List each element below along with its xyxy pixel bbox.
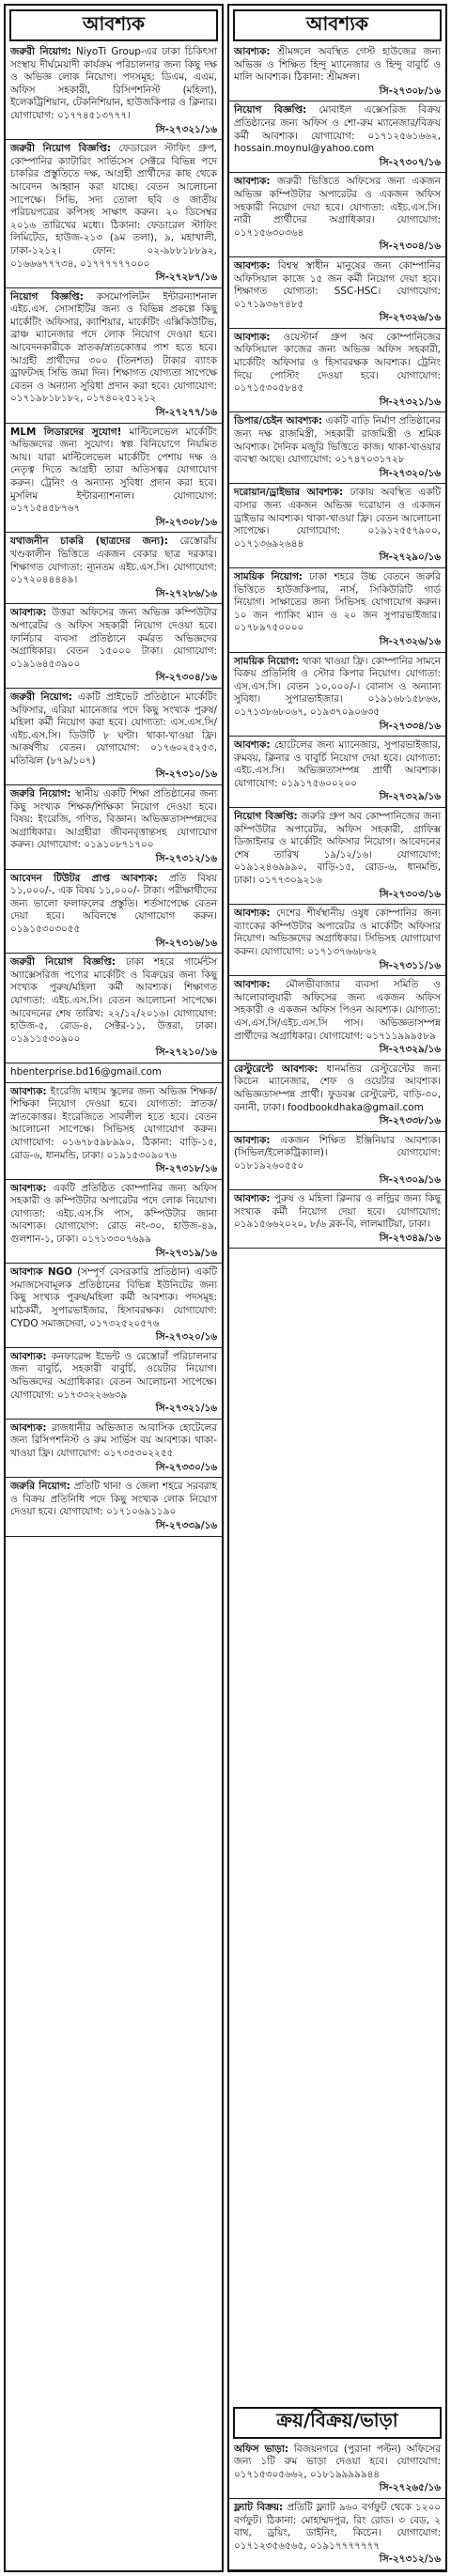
ad-ref: সি-২৭৩২৬/১৬ (379, 635, 441, 647)
ad-body: প্রতিটি ফ্ল্যাট ৯৬০ বর্গফুট থেকে ১২০০ বর্গফুট। ঠিকানা: মোহাম্মদপুর, রিং রোড। ৩ বেড, ২ বাথ, ড্রয়িং, ডাইনিং, কিচেন। যোগাযোগ: ০১৭১২৩৫৬৫৬৫, ০১৯১৭৭৭৭৭৭৭ (234, 2502, 441, 2552)
classified-ad (229, 2499, 445, 2570)
ad-ref: সি-২৭৩২০/১৬ (379, 467, 441, 479)
classified-ad (229, 976, 445, 1061)
classified-ad (229, 101, 445, 173)
ad-lead: আবশ্যক: (10, 1085, 47, 1097)
ad-lead: জরুরি নিয়োগ: (10, 788, 71, 800)
ad-ref: সি-২৭৩১৯/১৬ (155, 1247, 217, 1259)
ad-ref: সি-২৭৩৩৮/১৬ (379, 1115, 441, 1127)
ad-body: বিশ্বস্থ স্বাধীন মানুষের জন্য কোম্পানির অফিসিয়াল কাজে ১৫ জন কর্মী নিয়োগ দেয়া হবে। শিক্ষাগত যোগ্যতা: SSC-HSC। যোগাযোগ: ০১৭১৯৩৬৭৪৮৫ (234, 259, 441, 310)
ad-ref: সি-২৭৩০৮/১৬ (379, 85, 441, 97)
ad-ref: সি-২৭৩২১/১৬ (379, 396, 441, 408)
classified-ad (6, 424, 222, 534)
ad-body: ঢাকা শহরে গার্মেন্টস অ্যাক্সেসরিজ পণ্যের মার্কেটিং ও বিক্রয়ের জন্য কিছু সংখ্যক পুরুষ/মহিলা কর্মী আবশ্যক। শিক্ষাগত যোগ্যতা: এইচ.এস.সি। বেতন আলোচনা সাপেক্ষে। আবেদনের শেষ তারিখ: ২২/১২/২০১৬। যোগাযোগ: হাউজ-৫, রোড-৪, সেক্টর-১১, উত্তরা, ঢাকা। ০১৯১১৫৩০৯০০ (10, 956, 217, 1045)
classified-ad (6, 1420, 222, 1478)
sale-ad-list (229, 2441, 445, 2570)
classified-ad (229, 1190, 445, 1249)
classified-ad (229, 412, 445, 484)
ad-body: ধানমন্ডির রেস্টুরেন্টের জন্য কিচেন ম্যানেজার, শেফ ও ওয়েটার আবশ্যক। অভিজ্ঞতাসম্পন্ন প্রার্থী। ফুডবক্স রেস্টুরেন্ট, বাড়ি-৩০, বনানী, ঢাকা। foodbookdhaka@gmail.com (234, 1063, 442, 1113)
classified-ad (229, 1132, 445, 1190)
ad-ref: সি-২৭৩৩৪/১৬ (379, 720, 441, 732)
classified-ad (6, 1264, 222, 1348)
ad-lead: আবশ্যক: (234, 908, 271, 920)
ad-body: পুরুষ ও মহিলা ক্লিনার ও লন্ড্রির জন্য কিছু সংখ্যক কর্মী নিয়োগ দেয়া হবে। যোগাযোগ: ০১৯১৫৬৬২০২০, ৮/৬ ব্লক-বি, লালমাটিয়া, ঢাকা। (234, 1193, 441, 1231)
classified-ad (6, 689, 222, 785)
ad-lead: রেস্টুরেন্টে আবশ্যক: (234, 1063, 319, 1075)
ad-body: NiyoTi Group-এর ঢাকা চিকিৎসা সংস্থায় দীর্ঘমেয়াদী কার্যক্রম পরিচালনার জন্য কিছু দক্ষ ও অভিজ্ঞ লোক নিয়োগ। পদসমূহ: ডিএম, এএম, অফিস সহকারী, রিসিপশনিস্ট (মহিলা), ইলেকট্রিশিয়ান, টেকনিশিয়ান, হাউজকিপার ও ক্লিনার। যোগাযোগ: ০১৭৭৪৫১৩৭৭৭। (10, 46, 217, 121)
ad-ref: সি-২৭২৯০/১৬ (379, 551, 441, 564)
ad-lead: নিয়োগ বিজ্ঞপ্তি: (234, 811, 298, 823)
ad-lead: আবশ্যক: (234, 176, 271, 188)
ad-ref: সি-২৭৩১১/১৬ (379, 959, 441, 971)
left-ad-list (6, 43, 222, 2570)
ad-lead: আবশ্যক: (10, 1350, 47, 1362)
ad-lead: দরোয়ান/ড্রাইভার আবশ্যক: (234, 487, 344, 499)
classified-ad (229, 808, 445, 905)
ad-body: জরুরী ভিত্তিতে অফিসের জন্য একজন অভিজ্ঞ কম্পিউটার অপারেটর ও একজন অফিস সহকারী নিয়োগ দেয়া হবে। যোগ্যতা: এইচ.এস.সি। নারী প্রার্থীদের অগ্রাধিকার। যোগাযোগ: ০১৭১৫৬৩০৩৬৪ (234, 176, 441, 239)
ad-ref: সি-২৭৩১৬/১৬ (155, 937, 217, 949)
ad-ref: সি-২৭৩২৯/১৬ (379, 791, 441, 803)
ad-lead: জরুরী নিয়োগ: (10, 46, 71, 57)
classified-ad (6, 954, 222, 1063)
ad-body: দেশের শীর্ষস্থানীয় ওষুধ কোম্পানির জন্য ব্যাংকের কম্পিউটার অপারেটর ও মার্কেটিং অফিসার নিয়োগ। অভিজ্ঞদের অগ্রাধিকার। সিভিসহ যোগাযোগ করুন। যোগাযোগ: ০১৭১৩৭৬৬৮৬২ (234, 908, 441, 957)
ad-lead: নিয়োগ বিজ্ঞপ্তি: (234, 104, 307, 116)
ad-body: জরুরি গ্রুপ অব কোম্পানিজের জন্য কম্পিউটার অপারেটর, অফিস সহকারী, গ্রাফিক্স ডিজাইনার ও মার্কেটিং অফিসার নিয়োগ। আবেদনের শেষ তারিখ ১৯/১২/১৬। যোগাযোগ: ০১৯১২৪৬৯৯৯০, বাড়ি-১৫, রোড-৬, ধানমন্ডি, ঢাকা। ০১৭৭৩০৯২১৬ (234, 811, 441, 887)
ad-body: থাকা খাওয়া ফ্রি। কোম্পানির সামনে বিক্রয় প্রতিনিধি ও স্টোর কিপার নিয়োগ। যোগ্যতা: এস.এস.সি। বেতন ১০,০০০/-। বোনাস ও অন্যান্য সুবিধা। সুপারভাইজার। ০১৯১৬৮১৫৮৬৬, ০১৭১৩৮৬৮০৬৭, ০১৯৩৭০৯০৬৩৫ (234, 655, 441, 718)
classified-ad (6, 870, 222, 954)
classified-ad (229, 173, 445, 257)
ad-lead: ফ্ল্যাট বিক্রয়: (234, 2502, 284, 2514)
ad-lead: আবেদন টিউটর প্রাপ্ত আবশ্যক: (10, 872, 158, 884)
ad-lead: ডিপার/চেইন আবশ্যক: (234, 415, 323, 427)
ad-lead: সাময়িক নিয়োগ: (234, 655, 300, 667)
ad-body: কনফারেন্স ইভেন্ট ও রেস্তোরাঁ পরিচালনার জন্য বাবুর্চি, সহকারী বাবুর্চি, ওয়েটার নিয়োগ। অভিজ্ঞদের অগ্রাধিকার। বেতন আলোচনা সাপেক্ষে। যোগাযোগ: ০১৭৩৩২২৬৬৩৯ (10, 1350, 217, 1401)
ad-body: প্রতি বিষয় ১১,০০০/-, এক বিষয় ১১,০০০/- টাকা। পরীক্ষার্থীদের জন্য ভালো ফলাফলের প্রস্তুতি। শর্তসাপেক্ষে বেতন দেয়া হবে। অবিলম্বে যোগাযোগ করুন। ০১৯১৫৩০৩০৫৫ (10, 872, 217, 935)
classified-ad (229, 737, 445, 808)
ad-body: একটি প্রাইভেট প্রতিষ্ঠানে মার্কেটিং অফিসার, এরিয়া ম্যানেজার পদে কিছু সংখ্যক পুরুষ/মহিলা কর্মী নিয়োগ করা হবে। যোগ্যতা: এস.এস.সি/এইচ.এস.সি। ডিউটি ৮ ঘণ্টা। থাকা-খাওয়া ফ্রি। আকর্ষণীয় বেতন। যোগাযোগ: ০১৭৬০২৫২৫৩, মতিঝিল (৮৭৯/১০৭) (10, 691, 217, 767)
ad-ref: সি-২৭৩২০/১৬ (155, 1331, 217, 1343)
classified-ad (6, 533, 222, 604)
ad-lead: অফিস ভাড়া: (234, 2443, 288, 2455)
classified-ad (229, 257, 445, 329)
section-header-left: আবশ্যক (9, 9, 218, 41)
ad-lead: আবশ্যক: (10, 1421, 47, 1434)
ad-ref: সি-২৭৩০৯/১৬ (379, 1173, 441, 1186)
classified-ad (229, 43, 445, 101)
classified-ad (6, 1083, 222, 1180)
ad-lead: আবশ্যক: (234, 979, 271, 991)
ad-body: ওয়েস্টার্ন গ্রুপ অব কোম্পানিজের অফিসিয়াল কাজের জন্য অভিজ্ঞ অফিস সহকারী, মার্কেটিং অফিসার ও হিসাবরক্ষক আবশ্যক। ট্রেনিং দিয়ে পোস্টিং দেওয়া হবে। যোগাযোগ: ০১৭১৫৩০৫৮৪৫ (234, 331, 441, 395)
classified-page (4, 4, 447, 2572)
ad-lead: নিয়োগ বিজ্ঞপ্তি: (10, 290, 84, 303)
ad-ref: সি-২৭৩২১/১৬ (155, 1403, 217, 1415)
ad-lead: জরুরি নিয়োগ: (10, 1481, 70, 1493)
classified-ad (229, 1061, 445, 1132)
ad-body: (সম্পূর্ণ বেসরকারি প্রতিষ্ঠান) একটি সমাজসেবামূলক প্রতিষ্ঠানের বিভিন্ন ইউনিটের জন্য কিছু সংখ্যক পুরুষ/মহিলা কর্মী আবশ্যক। পদসমূহ: মাঠকর্মী, সুপারভাইজার, হিসাবরক্ষক। যোগাযোগ: CYDO সমাজসেবা, ০১৭৩২৫২০৫৭৬ (10, 1266, 217, 1329)
ad-ref: সি-২৭২৭৭/১৬ (155, 407, 217, 419)
ad-lead: আবশ্যক: (234, 739, 271, 752)
ad-ref: সি-২৭২৬৫/১৬ (379, 2482, 441, 2494)
ad-ref: সি-২৭৩০৪/১৬ (155, 672, 217, 684)
ad-lead: জরুরী নিয়োগ: (10, 691, 72, 703)
ad-ref: সি-২৭৩০৮/১৬ (155, 516, 217, 528)
ad-body: ঢাকায় অবস্থিত একটি বাসার জন্য একজন অভিজ্ঞ দরোয়ান ও একজন ড্রাইভার আবশ্যক। থাকা-খাওয়া ফ্রি। বেতন আলোচনা সাপেক্ষে। যোগাযোগ: ০১৯১২৫৫৭৯০০, ০১৭১৩৬৯২৬৪৪ (234, 487, 441, 550)
ad-lead: সাময়িক নিয়োগ: (234, 570, 303, 582)
classified-ad (229, 2441, 445, 2499)
ad-body: কসমোপলিটন ইন্টারন্যাশনাল এইচ.এস. সোসাইটির জন্য ও বিভিন্ন প্রকল্পে কিছু মার্কেটিং অফিসার, ক্যাশিয়ার, মার্কেটিং এক্সিকিউটিভ, ব্রাঞ্চ ম্যানেজার পদে লোক নিয়োগ দেওয়া হবে। আবেদনকারীকে স্নাতক/স্নাতকোত্তর পাশ হতে হবে। আগ্রহী প্রার্থীদের ৩০০ (তিনশত) টাকার ব্যাংক ড্রাফটসহ সিভি জমা দিন। শিক্ষাগত যোগ্যতা সাপেক্ষে বেতন ও অন্যান্য সুবিধা প্রদান করা হবে। যোগাযোগ: ০১৭১৯৮১৮১৮২, ০১৭৪০২৫১২১২ (10, 290, 217, 405)
ad-ref: সি-২৭৩৩৯/১৬ (155, 1519, 217, 1531)
ad-lead: আবশ্যক: (234, 46, 271, 57)
ad-lead: আবশ্যক: (10, 1182, 47, 1194)
ad-ref: সি-২৭৩০৪/১৬ (379, 241, 441, 253)
ad-lead: জরুরী নিয়োগ বিজ্ঞপ্তি: (10, 143, 112, 155)
ad-ref: সি-২৭২৮৭/১৬ (155, 272, 217, 284)
ad-lead: যথাজনীন চাকরি (ছাত্রদের জন্য): (10, 535, 168, 548)
ad-body: হোটেলের জন্য ম্যানেজার, সুপারভাইজার, রুমবয়, ক্লিনার ও বাবুর্চি নিয়োগ দেয়া হবে। যোগ্যতা: এইচ.এস.সি। অভিজ্ঞতাসম্পন্ন প্রার্থী আবশ্যক। যোগাযোগ: ০১৯১৭৫৬০০২০০ (234, 739, 441, 789)
ad-body: একজন শিক্ষিত ইঞ্জিনিয়ার আবশ্যক। (সিভিল/ইলেকট্রিক্যাল)। যোগাযোগ: ০১৮১৯২৬০৫৫০ (234, 1134, 441, 1172)
ad-ref: সি-২৭৩১০/১৬ (155, 768, 217, 781)
ad-body: ঢাকা শহরে উচ্চ বেতনে জরুরি ভিত্তিতে হাউজকিপার, নার্স, সিকিউরিটি গার্ড নিয়োগ। সাক্ষাতের জন্য সিভিসহ যোগাযোগ করুন। ১০ জন প্যাকিং ম্যান ও ২০ জন সুপারভাইজার। ০১৭৮৯৭৫০০০০ (234, 570, 441, 634)
ad-body: উত্তরা অফিসের জন্য অভিজ্ঞ কম্পিউটার অপারেটর ও অফিস সহকারী নিয়োগ দেওয়া হবে। ফার্নিচার ব্যবসা প্রতিষ্ঠানে কর্মরত অভিজ্ঞদের অগ্রাধিকার। বেতন ১৫০০০ টাকা। যোগাযোগ: ০১৯১৬৪৫৩৯০০ (10, 607, 217, 670)
ad-lead: আবশ্যক: (234, 259, 271, 272)
ad-lead: জরুরী নিয়োগ বিজ্ঞপ্তি: (10, 956, 116, 969)
classified-ad (6, 1063, 222, 1083)
ad-ref: সি-২৭৩০৭/১৬ (379, 156, 441, 168)
section-header-sale: ক্রয়/বিক্রয়/ভাড়া (233, 2407, 442, 2439)
ad-ref: সি-২৭২১০/১৬ (155, 1047, 217, 1059)
ad-body: রাজধানীর অভিজাত আবাসিক হোটেলের জন্য রিসিপশনিস্ট ও রুম সার্ভিস বয় আবশ্যক। থাকা-খাওয়া ফ্রি। যোগাযোগ: ০১৭৩৫৩০২২৫৫ (10, 1421, 217, 1459)
ad-ref: সি-২৭৩১২/১৬ (379, 2553, 441, 2566)
section-header-right: আবশ্যক (233, 9, 442, 41)
ad-lead: আবশ্যক: (10, 607, 47, 619)
ad-body: প্রতিটি থানা ও জেলা শহরে সরবরাহ ও বিক্রয় প্রতিনিধি পদে কিছু সংখ্যক লোক নিয়োগ দেওয়া হবে। যোগাযোগ: ০১৭১০৬৯১১৯০ (10, 1481, 217, 1518)
classified-ad (6, 604, 222, 689)
ad-body: স্থানীয় একটি শিক্ষা প্রতিষ্ঠানের জন্য কিছু সংখ্যক শিক্ষক/শিক্ষিকা নিয়োগ দেওয়া হবে। বিষয়: ইংরেজি, গণিত, বিজ্ঞান। অভিজ্ঞতাসম্পন্নদের অগ্রাধিকার। আগ্রহীরা জীবনবৃত্তান্তসহ যোগাযোগ করুন। যোগাযোগ: ০১৯১০৮৭১৭০০ (10, 788, 217, 851)
ad-ref: সি-২৭৩১৮/১৬ (155, 1163, 217, 1175)
classified-ad (6, 1180, 222, 1265)
classified-ad (6, 1348, 222, 1420)
right-column (227, 4, 447, 2572)
ad-body: ফেডারেল স্টাফিং গ্রুপ, কোম্পানির ক্যাটারিং সার্ভিসেস সেক্টরে বিভিন্ন পদে চাকরির প্রস্তুতিতে দক্ষ, আগ্রহী প্রার্থীদের কাছ থেকে আবেদন আহ্বান করা যাচ্ছে। বেতন আলোচনা সাপেক্ষে। সিভি, সদ্য তোলা ছবি ও জাতীয় পরিচয়পত্রের কপিসহ সাক্ষাৎ করুন। ২০ ডিসেম্বর ২০১৬ তারিখের মধ্যে। ঠিকানা: ফেডারেল স্টাফিং লিমিটেড, হাউজ-২১৩ (৯ম তলা), ৯, মহাখালী, ঢাকা-১২১২। ফোন: ০২-৯৮৮১৮৮৯২, ০১৬৬৬৭৭৭৩৪, ০১৭৭৭৭৭৭০০০ (10, 143, 217, 270)
ad-ref: সি-২৭৩৪৯/১৬ (379, 1232, 441, 1244)
ad-body: রেস্তোরাঁয় খণ্ডকালীন ভিত্তিতে একজন বেকার ছাত্র দরকার। শিক্ষাগত যোগ্যতা: ন্যূনতম এইচ.এস.সি। যোগাযোগ: ০১৭২০৪৪৪৪৯। (10, 535, 217, 586)
ad-lead: আবশ্যক NGO (10, 1266, 72, 1279)
ad-ref: সি-২৭২৮৬/১৬ (155, 587, 217, 599)
ad-ref: সি-২৭৩১২/১৬ (155, 853, 217, 865)
classified-ad (6, 288, 222, 424)
ad-body: hbenterprise.bd16@gmail.com (10, 1065, 162, 1078)
left-column (4, 4, 224, 2572)
ad-body: মোবাইল এক্সেসরিজ বিক্রয় প্রতিষ্ঠানের জন্য অফিস ও শো-রুম ম্যানেজার/বিক্রয় কর্মী আবশ্যক। যোগাযোগ: ০১৭১২৫৬১৬৬২, hossain.moynul@yahoo.com (234, 104, 441, 155)
ad-ref: সি-২৭৩২৬/১৬ (379, 312, 441, 324)
ad-ref: সি-২৭৩২৯/১৬ (379, 1044, 441, 1056)
ad-body: মাল্টিলেভেল মার্কেটিং অভিজ্ঞদের জন্য সুযোগ। স্বল্প বিনিয়োগে নিয়মিত আয়। যারা মাল্টিলেভেল মার্কেটিং পেশায় দক্ষ ও নেতৃত্ব দিতে আগ্রহী তারা অতিসত্বর যোগাযোগ করুন। ট্রেনিং ও অন্যান্য সুবিধা প্রদান করা হবে। মুসলিম ইন্টারন্যাশনাল। যোগাযোগ: ০১৭১৫৪৫৮৭৬৭ (10, 426, 217, 515)
right-ad-list (229, 43, 445, 2403)
ad-body: একটি প্রতিষ্ঠিত কোম্পানির জন্য অফিস সহকারী ও কম্পিউটার অপারেটর পদে লোক নিয়োগ। যোগ্যতা: এইচ.এস.সি পাস, কম্পিউটার জানা আবশ্যক। যোগাযোগ: রোড নং-৩০, হাউজ-৪৯, গুলশান-১, ঢাকা। ০১৭১৩৩০৭৬৯৯ (10, 1182, 217, 1246)
classified-ad (229, 905, 445, 976)
ad-ref: সি-২৭৩২১/১৬ (155, 123, 217, 135)
classified-ad (229, 568, 445, 653)
ad-body: মৌলভীবাজার ব্যবসা সমিতি ও আলোবালুয়ারী অফিসের জন্য একজন অফিস সহকারী ও একজন অফিস পিওন আবশ্যক। যোগ্যতা: এস.এস.সি/এইচ.এস.সি পাস। অভিজ্ঞতাসম্পন্ন প্রার্থীদের অগ্রাধিকার। যোগাযোগ: ০১৭১১৯৯৯৫৮৯ (234, 979, 441, 1042)
ad-ref: সি-২৭৩৩০/১৬ (155, 1461, 217, 1473)
classified-ad (6, 140, 222, 288)
ad-lead: MLM লিডারদের সুযোগ! (10, 426, 122, 438)
ad-ref: সি-২৭৩০৩/১৬ (379, 888, 441, 900)
classified-ad (6, 1478, 222, 1536)
ad-body: বিজয়নগরে (পুরানা পল্টন) অফিসের জন্য ১টি রুম ভাড়া দেওয়া হবে। যোগাযোগ: ০১৭১৫৩০৫৬৬২, ০১৮১৯৯৯৯৯৪৪ (234, 2443, 441, 2480)
classified-ad (6, 785, 222, 870)
classified-ad (229, 329, 445, 413)
ad-body: শ্রীমঙ্গলে অবস্থিত গেস্ট হাউজের জন্য অভিজ্ঞ ও শিক্ষিত হিন্দু ম্যানেজার ও হিন্দু বাবুর্চি ও মালি আবশ্যক। ঠিকানা: শ্রীমঙ্গল। (234, 46, 441, 84)
classified-ad (229, 484, 445, 568)
ad-lead: আবশ্যক: (234, 331, 271, 343)
ad-body: ইংরেজি মাধ্যম স্কুলের জন্য অভিজ্ঞ শিক্ষক/শিক্ষিকা নিয়োগ দেওয়া হবে। যোগ্যতা: স্নাতক/স্নাতকোত্তর। ইংরেজিতে সাবলীল হতে হবে। বেতন আলোচনা সাপেক্ষে। সিভিসহ যোগাযোগ করুন। যোগাযোগ: ০১৬৭৮৫৯৮৯৯০, ঠিকানা: বাড়ি-১৫, রোড-৬, ধানমন্ডি, ঢাকা। ০১৯১৫৩০৯০৭৬ (10, 1085, 217, 1161)
classified-ad (229, 653, 445, 737)
classified-ad (6, 43, 222, 140)
ad-body: একটি বাড়ি নির্মাণ প্রতিষ্ঠানের জন্য দক্ষ রাজমিস্ত্রী, সহকারী রাজমিস্ত্রী ও শ্রমিক আবশ্যক। দৈনিক মজুরি ভিত্তিতে কাজ। থাকা-খাওয়ার ব্যবস্থা আছে। যোগাযোগ: ০১৭৪৭০৩১৭২৮ (234, 415, 441, 466)
ad-lead: আবশ্যক: (234, 1193, 271, 1205)
ad-lead: আবশ্যক: (234, 1134, 271, 1146)
